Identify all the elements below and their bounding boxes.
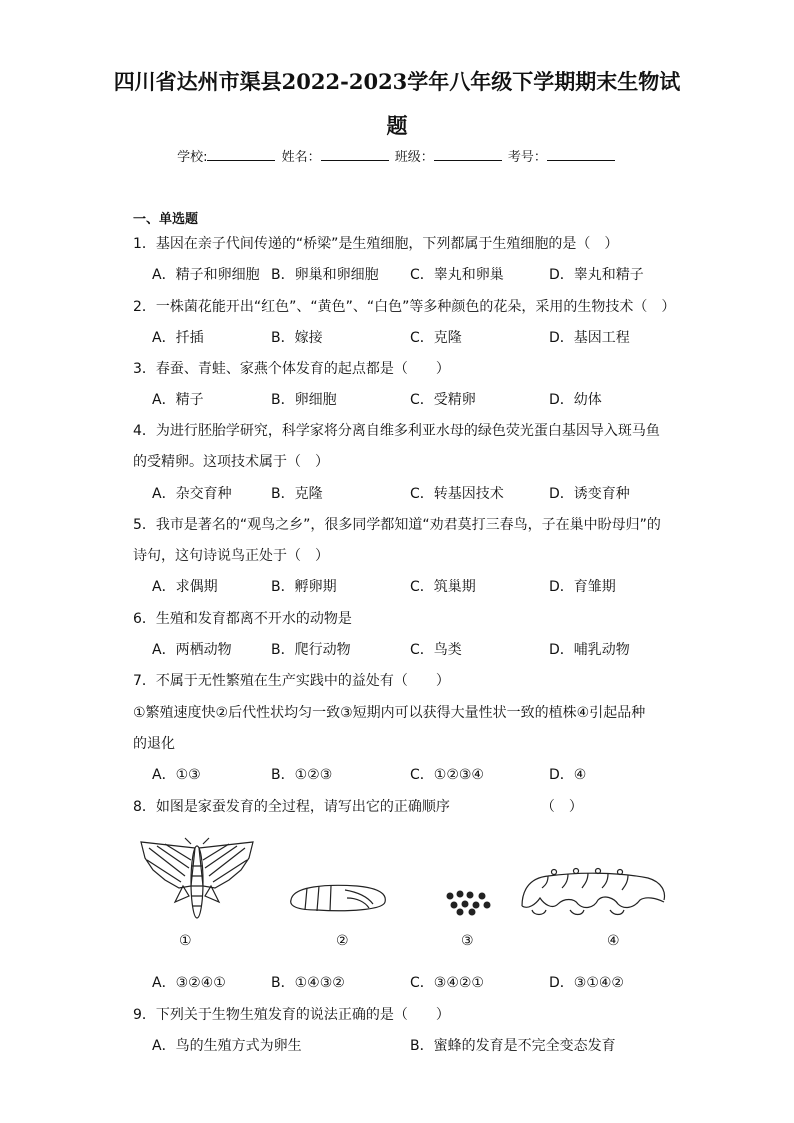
figure-label-3: ③	[461, 933, 474, 949]
q8-option-d[interactable]: D．③①④②	[549, 975, 624, 991]
figure-label-4: ④	[607, 933, 620, 949]
q1-option-c[interactable]: C．睾丸和卵巢	[410, 267, 504, 283]
q2-option-b[interactable]: B．嫁接	[271, 330, 323, 346]
q9-option-a[interactable]: A．鸟的生殖方式为卵生	[152, 1038, 302, 1054]
q4-option-c[interactable]: C．转基因技术	[410, 486, 504, 502]
question-3-stem: 3．春蚕、青蛙、家燕个体发育的起点都是（ ）	[133, 361, 450, 377]
q1-option-b[interactable]: B．卵巢和卵细胞	[271, 267, 379, 283]
silkworm-larva-illustration	[518, 866, 668, 918]
pupa-illustration	[287, 880, 389, 914]
page-title-line1: 四川省达州市渠县2022-2023学年八年级下学期期末生物试	[113, 69, 681, 94]
question-2-stem: 2．一株菌花能开出“红色”、“黄色”、“白色”等多种颜色的花朵，采用的生物技术（ ）	[133, 299, 676, 315]
q1-option-a[interactable]: A．精子和卵细胞	[152, 267, 260, 283]
question-5-stem-cont: 诗句，这句诗说鸟正处于（ ）	[133, 548, 329, 564]
question-5-stem: 5．我市是著名的“观鸟之乡”，很多同学都知道“劝君莫打三春鸟，子在巢中盼母归”的	[133, 517, 661, 533]
page-title-line2: 题	[386, 113, 408, 138]
q6-option-c[interactable]: C．鸟类	[410, 642, 462, 658]
q7-option-c[interactable]: C．①②③④	[410, 767, 484, 783]
name-label: 姓名：	[281, 150, 321, 165]
q3-option-b[interactable]: B．卵细胞	[271, 392, 337, 408]
number-blank[interactable]	[547, 148, 615, 161]
q4-option-d[interactable]: D．诱变育种	[549, 486, 630, 502]
question-8-stem: 8．如图是家蚕发育的全过程，请写出它的正确顺序 （ ）	[133, 799, 583, 815]
question-1-stem: 1．基因在亲子代间传递的“桥梁”是生殖细胞，下列都属于生殖细胞的是（ ）	[133, 236, 619, 252]
question-9-stem: 9．下列关于生物生殖发育的说法正确的是（ ）	[133, 1007, 450, 1023]
q6-option-b[interactable]: B．爬行动物	[271, 642, 351, 658]
q5-option-c[interactable]: C．筑巢期	[410, 579, 476, 595]
question-7-stem-cont1: ①繁殖速度快②后代性状均匀一致③短期内可以获得大量性状一致的植株④引起品种	[133, 705, 646, 721]
school-label: 学校:	[177, 150, 208, 165]
q4-option-b[interactable]: B．克隆	[271, 486, 323, 502]
school-blank[interactable]	[207, 148, 275, 161]
q4-option-a[interactable]: A．杂交育种	[152, 486, 232, 502]
q3-option-d[interactable]: D．幼体	[549, 392, 602, 408]
eggs-illustration	[444, 890, 494, 916]
question-6-stem: 6．生殖和发育都离不开水的动物是	[133, 611, 352, 627]
q6-option-a[interactable]: A．两栖动物	[152, 642, 232, 658]
q7-option-b[interactable]: B．①②③	[271, 767, 333, 783]
q8-option-c[interactable]: C．③④②①	[410, 975, 484, 991]
class-blank[interactable]	[434, 148, 502, 161]
student-info-row	[0, 146, 794, 165]
figure-label-2: ②	[336, 933, 349, 949]
section-heading: 一、单选题	[133, 212, 199, 227]
question-7-stem-cont2: 的退化	[133, 736, 175, 752]
q3-option-a[interactable]: A．精子	[152, 392, 204, 408]
q2-option-c[interactable]: C．克隆	[410, 330, 462, 346]
q2-option-a[interactable]: A．扦插	[152, 330, 204, 346]
silkworm-moth-illustration	[135, 836, 259, 928]
q3-option-c[interactable]: C．受精卵	[410, 392, 476, 408]
q5-option-b[interactable]: B．孵卵期	[271, 579, 337, 595]
figure-label-1: ①	[179, 933, 192, 949]
question-4-stem-cont: 的受精卵。这项技术属于（ ）	[133, 454, 329, 470]
q2-option-d[interactable]: D．基因工程	[549, 330, 630, 346]
q7-option-a[interactable]: A．①③	[152, 767, 201, 783]
q1-option-d[interactable]: D．睾丸和精子	[549, 267, 644, 283]
q6-option-d[interactable]: D．哺乳动物	[549, 642, 630, 658]
number-label: 考号：	[507, 150, 547, 165]
question-4-stem: 4．为进行胚胎学研究，科学家将分离自维多利亚水母的绿色荧光蛋白基因导入斑马鱼	[133, 423, 660, 439]
q5-option-a[interactable]: A．求偶期	[152, 579, 218, 595]
q8-option-a[interactable]: A．③②④①	[152, 975, 226, 991]
q9-option-b[interactable]: B．蜜蜂的发育是不完全变态发育	[410, 1038, 616, 1054]
question-7-stem: 7．不属于无性繁殖在生产实践中的益处有（ ）	[133, 673, 450, 689]
q7-option-d[interactable]: D．④	[549, 767, 587, 783]
class-label: 班级：	[394, 150, 434, 165]
q8-option-b[interactable]: B．①④③②	[271, 975, 345, 991]
name-blank[interactable]	[321, 148, 389, 161]
q5-option-d[interactable]: D．育雏期	[549, 579, 616, 595]
